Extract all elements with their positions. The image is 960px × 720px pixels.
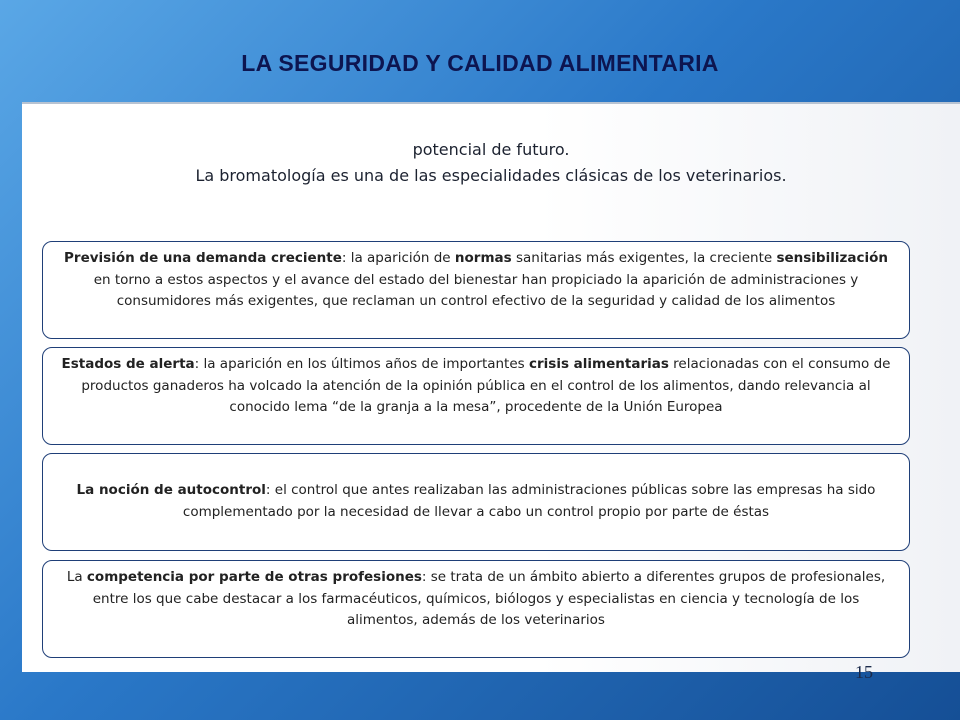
info-box-text [61, 354, 891, 419]
text-segment: : se trata de un ámbito abierto a diferentes grupos de profesionales, entre los que cabe destacar a los farmacéuticos, químicos, biólogos y especialistas en ciencia y tecnología de los alimentos, además de los veterinarios [92, 569, 886, 628]
info-box-autocontrol [42, 453, 910, 551]
intro-line-2: La bromatología es una de las especialidades clásicas de los veterinarios. [195, 166, 787, 185]
info-box-demanda [42, 241, 910, 339]
info-box-alerta [42, 347, 910, 445]
text-segment: La [66, 569, 87, 585]
info-box-heading: competencia por parte de otras profesiones [86, 569, 422, 585]
emphasis: sensibilización [776, 250, 888, 266]
text-segment: : el control que antes realizaban las administraciones públicas sobre las empresas ha sido complementado por la necesidad de llevar a cabo un control propio por parte de éstas [182, 482, 876, 520]
text-segment: : la aparición de [341, 250, 455, 266]
text-segment: : la aparición en los últimos años de importantes [194, 356, 529, 372]
info-box-competencia [42, 560, 910, 658]
info-box-text [61, 480, 891, 523]
slide-title: LA SEGURIDAD Y CALIDAD ALIMENTARIA [241, 50, 719, 76]
emphasis: crisis alimentarias [529, 356, 669, 372]
emphasis: normas [454, 250, 512, 266]
text-segment: en torno a estos aspectos y el avance del estado del bienestar han propiciado la aparición de administraciones y consumidores más exigentes, que reclaman un control efectivo de la seguridad y calidad de los alimentos [93, 271, 859, 309]
text-segment: relacionadas con el consumo de productos ganaderos ha volcado la atención de la opinión pública en el control de los alimentos, dando relevancia al conocido lema “de la granja a la mesa”, procedente de la Unión Europea [81, 356, 891, 415]
intro-line-1: potencial de futuro. [412, 140, 570, 159]
info-box-heading: Previsión de una demanda creciente [64, 250, 342, 266]
content-panel [22, 102, 960, 672]
info-box-heading: Estados de alerta [61, 356, 195, 372]
info-box-text [61, 248, 891, 313]
info-box-text [61, 567, 891, 632]
info-box-heading: La noción de autocontrol [76, 482, 266, 498]
text-segment: sanitarias más exigentes, la creciente [511, 250, 777, 266]
page-number: 15 [855, 662, 873, 682]
